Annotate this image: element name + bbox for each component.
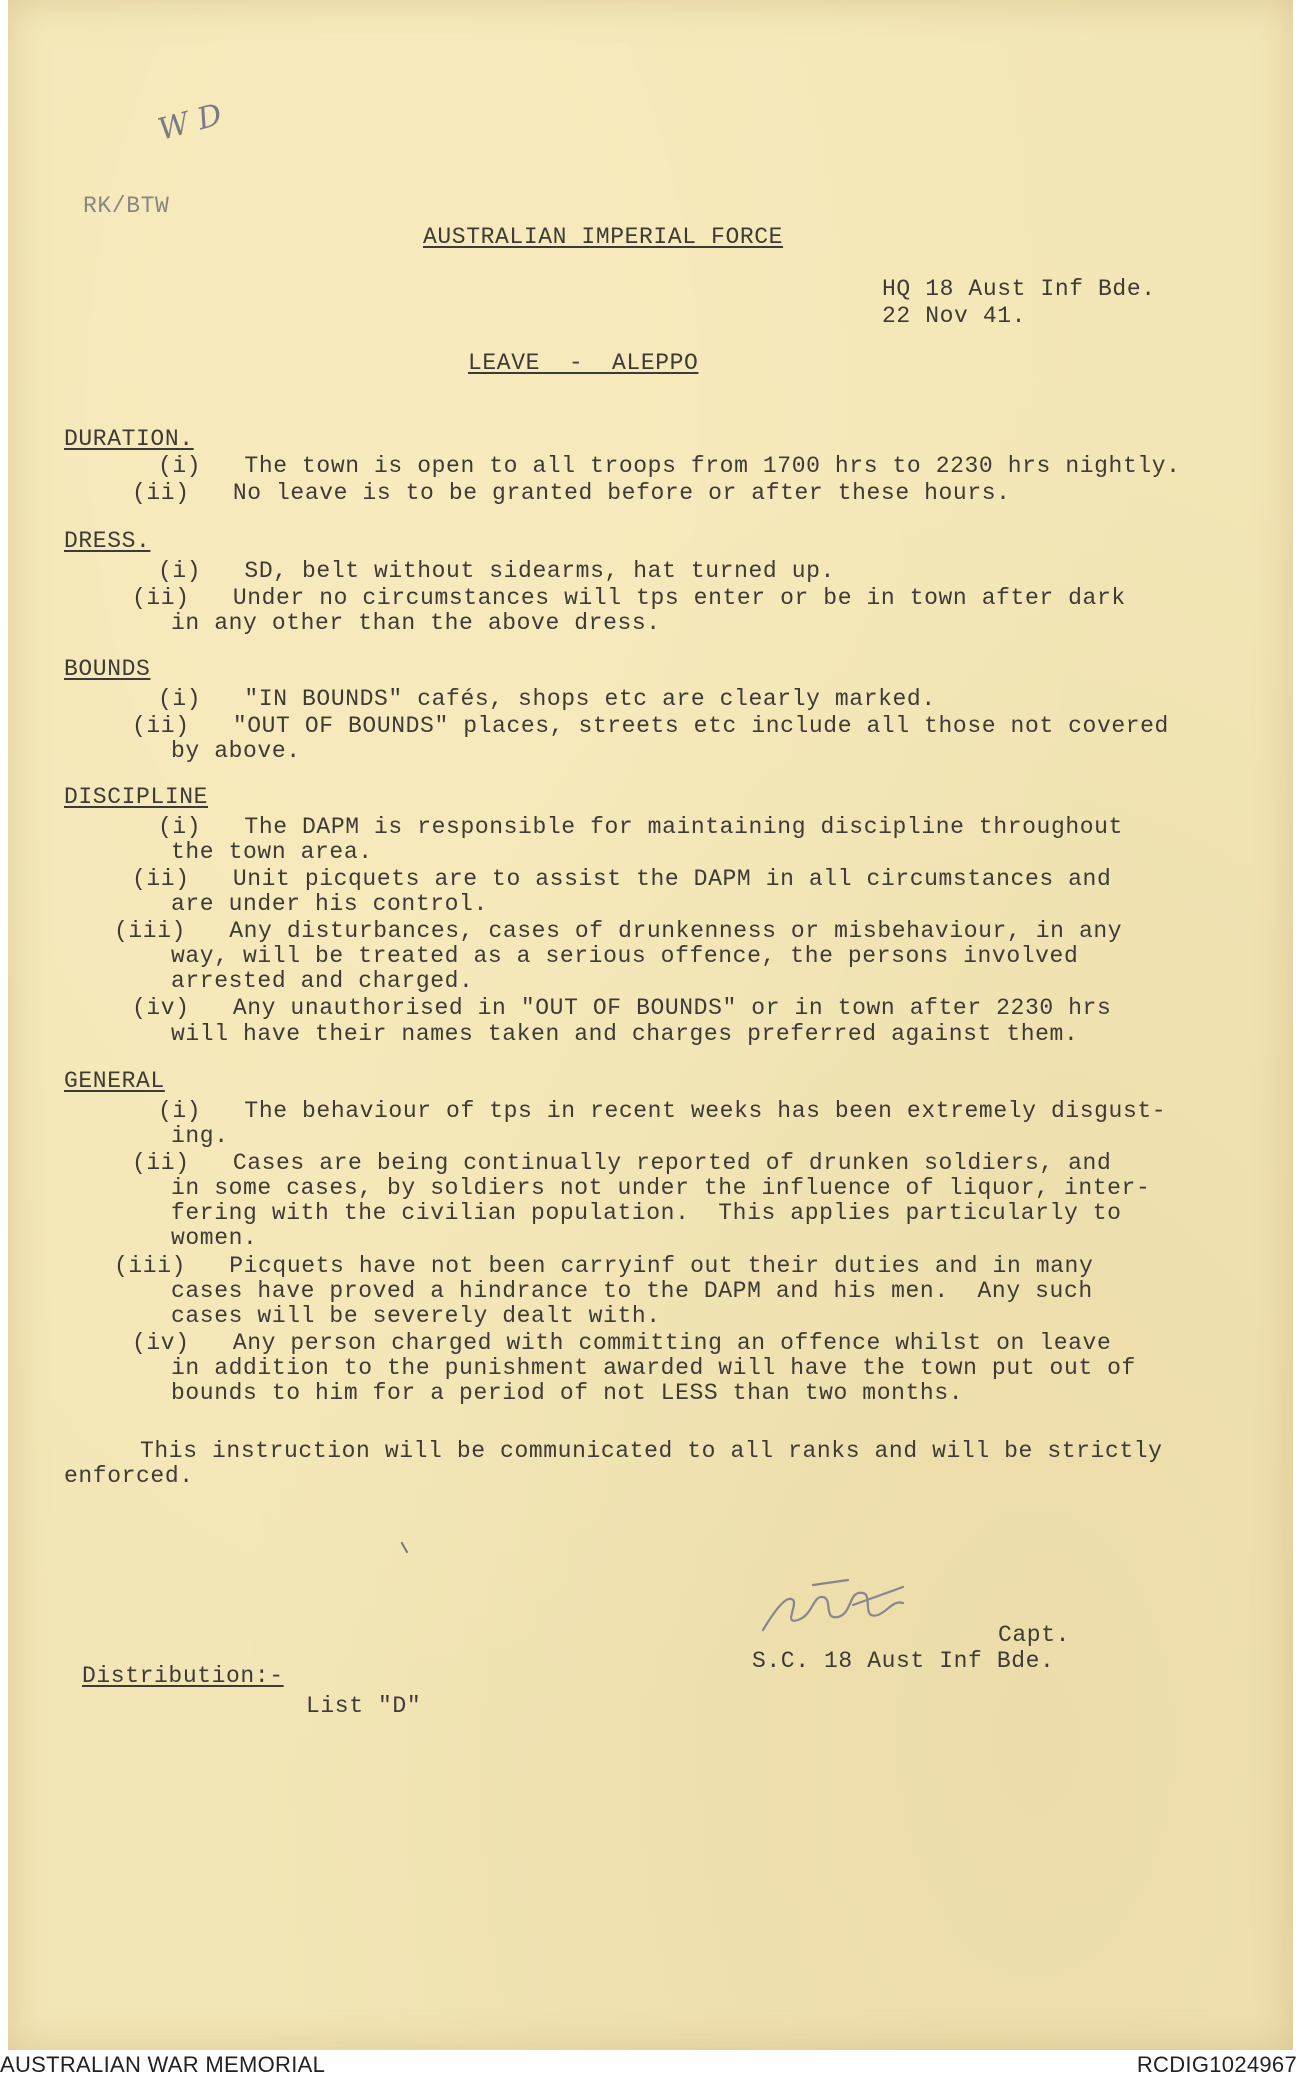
- bounds-line: (ii) "OUT OF BOUNDS" places, streets etc include all those not covered: [132, 713, 1169, 739]
- subject-heading: LEAVE - ALEPPO: [468, 350, 699, 376]
- duration-line: (i) The town is open to all troops from 1700 hrs to 2230 hrs nightly.: [158, 453, 1181, 479]
- footer-image-id: RCDIG1024967: [1136, 2052, 1297, 2077]
- section-heading-duration: DURATION.: [64, 426, 194, 452]
- general-line: (iv) Any person charged with committing an offence whilst on leave: [132, 1330, 1112, 1356]
- date-line: 22 Nov 41.: [882, 303, 1027, 329]
- distribution-label: Distribution:-: [82, 1663, 284, 1689]
- bounds-line: (i) "IN BOUNDS" cafés, shops etc are clearly marked.: [158, 686, 936, 712]
- dress-line: (ii) Under no circumstances will tps enter or be in town after dark: [132, 585, 1126, 611]
- general-line: in addition to the punishment awarded will have the town put out of: [171, 1355, 1136, 1381]
- discipline-line: will have their names taken and charges preferred against them.: [171, 1021, 1079, 1047]
- reference-code: RK/BTW: [83, 193, 170, 219]
- discipline-line: arrested and charged.: [171, 968, 474, 994]
- discipline-line: (i) The DAPM is responsible for maintaining discipline throughout: [158, 814, 1123, 840]
- document-page: [8, 0, 1293, 2050]
- closing-line: enforced.: [64, 1463, 194, 1489]
- dress-line: in any other than the above dress.: [171, 610, 661, 636]
- section-heading-dress: DRESS.: [64, 528, 151, 554]
- section-heading-discipline: DISCIPLINE: [64, 784, 209, 810]
- signature-scribble: [753, 1575, 953, 1645]
- general-line: fering with the civilian population. This applies particularly to: [171, 1200, 1122, 1226]
- document-title: AUSTRALIAN IMPERIAL FORCE: [423, 224, 784, 250]
- distribution-value: List "D": [306, 1693, 422, 1719]
- section-heading-general: GENERAL: [64, 1068, 165, 1094]
- general-line: cases have proved a hindrance to the DAPM and his men. Any such: [171, 1278, 1093, 1304]
- dress-line: (i) SD, belt without sidearms, hat turned up.: [158, 558, 835, 584]
- footer-credit: AUSTRALIAN WAR MEMORIAL: [0, 2052, 326, 2077]
- general-line: women.: [171, 1225, 258, 1251]
- general-line: cases will be severely dealt with.: [171, 1303, 661, 1329]
- general-line: (iii) Picquets have not been carryinf out their duties and in many: [114, 1253, 1094, 1279]
- hq-line: HQ 18 Aust Inf Bde.: [882, 276, 1156, 302]
- general-line: ing.: [171, 1123, 229, 1149]
- bounds-line: by above.: [171, 738, 301, 764]
- closing-line: This instruction will be communicated to all ranks and will be strictly: [140, 1438, 1163, 1464]
- signature-rank: Capt.: [998, 1622, 1071, 1648]
- general-line: (ii) Cases are being continually reported of drunken soldiers, and: [132, 1150, 1112, 1176]
- discipline-line: (iii) Any disturbances, cases of drunkenness or misbehaviour, in any: [114, 918, 1123, 944]
- discipline-line: (iv) Any unauthorised in "OUT OF BOUNDS" or in town after 2230 hrs: [132, 995, 1112, 1021]
- signature-appointment: S.C. 18 Aust Inf Bde.: [752, 1648, 1055, 1674]
- general-line: in some cases, by soldiers not under the influence of liquor, inter-: [171, 1175, 1151, 1201]
- discipline-line: (ii) Unit picquets are to assist the DAPM in all circumstances and: [132, 866, 1112, 892]
- discipline-line: the town area.: [171, 839, 373, 865]
- discipline-line: way, will be treated as a serious offence, the persons involved: [171, 943, 1079, 969]
- discipline-line: are under his control.: [171, 891, 488, 917]
- section-heading-bounds: BOUNDS: [64, 656, 151, 682]
- general-line: bounds to him for a period of not LESS than two months.: [171, 1380, 964, 1406]
- general-line: (i) The behaviour of tps in recent weeks has been extremely disgust-: [158, 1098, 1167, 1124]
- ink-mark: [401, 1539, 414, 1553]
- duration-line: (ii) No leave is to be granted before or after these hours.: [132, 480, 1011, 506]
- handwritten-mark: W D: [154, 97, 226, 148]
